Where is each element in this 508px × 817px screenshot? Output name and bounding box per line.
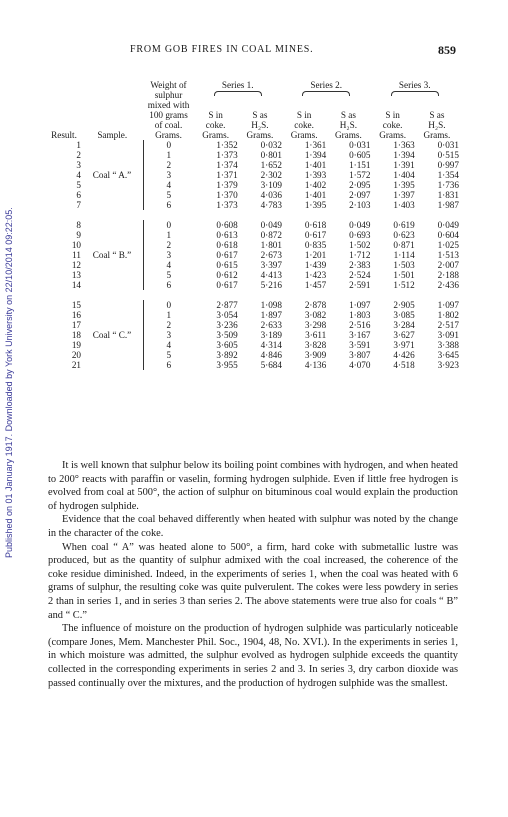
s-as-h2s-value: 1·502 (349, 240, 371, 250)
s-as-h2s-value: 2·633 (260, 320, 282, 330)
s-in-coke-value: 3·909 (304, 350, 327, 360)
table-row (47, 220, 459, 230)
sulphur-weight: 0 (144, 220, 194, 230)
s-as-h2s-value: 1·736 (437, 180, 459, 190)
s-in-coke-value: 1·423 (304, 270, 327, 280)
result-header: Result. (51, 130, 77, 140)
paragraph: It is well known that sulphur below its boiling point combines with hydrogen, and when heated to 200° reacts with paraffin or vaselin, forming hydrogen sulphide. Even if little free hydrogen is evolved from coal at 500°, the action of sulphur on bituminous coal would explain the production of hydrogen sulphide. (48, 460, 458, 512)
series-1-header: Series 1. (194, 80, 283, 101)
s-as-h2s-value: 1·025 (437, 240, 459, 250)
s-in-coke-value: 1·393 (304, 170, 327, 180)
s-as-h2s-value: 3·189 (260, 330, 282, 340)
s-in-coke-value: 1·403 (393, 200, 415, 210)
result-number: 17 (71, 320, 81, 330)
s-in-coke-value: 3·611 (305, 330, 327, 340)
result-number: 14 (71, 280, 81, 290)
s-in-coke-value: 3·298 (304, 320, 327, 330)
table-row (47, 300, 459, 310)
sulphur-weight: 3 (144, 250, 194, 260)
s-as-h2s-value: 3·167 (349, 330, 371, 340)
s-in-coke-value: 3·955 (216, 360, 238, 370)
s-in-coke-value: 0·871 (393, 240, 415, 250)
table-row (47, 140, 459, 150)
body-text (48, 459, 458, 690)
s-in-coke-value: 0·613 (216, 230, 238, 240)
sulphur-weight: 0 (144, 300, 194, 310)
s-as-h2s-value: 4·314 (260, 340, 282, 350)
s-as-h2s-value: 0·872 (260, 230, 282, 240)
s-in-coke-header: S in coke. Grams. (379, 110, 407, 140)
page-header (70, 44, 456, 60)
s-in-coke-value: 1·373 (216, 200, 238, 210)
s-in-coke-value: 0·608 (216, 220, 238, 230)
s-in-coke-value: 1·402 (304, 180, 327, 190)
sulphur-weight: 6 (144, 200, 194, 210)
s-as-h2s-value: 0·049 (260, 220, 282, 230)
result-number: 4 (76, 170, 81, 180)
s-as-h2s-value: 1·831 (437, 190, 459, 200)
s-as-h2s-value: 1·652 (260, 160, 282, 170)
s-as-h2s-value: 1·803 (349, 310, 371, 320)
sulphur-weight: 2 (144, 240, 194, 250)
s-as-h2s-value: 1·897 (260, 310, 282, 320)
s-as-h2s-value: 4·413 (260, 270, 282, 280)
s-as-h2s-value: 2·436 (437, 280, 459, 290)
result-number: 19 (71, 340, 81, 350)
s-as-h2s-value: 2·517 (437, 320, 459, 330)
s-as-h2s-value: 2·524 (349, 270, 371, 280)
s-as-h2s-value: 3·923 (437, 360, 459, 370)
s-in-coke-value: 1·361 (304, 140, 327, 150)
s-in-coke-value: 1·394 (304, 150, 327, 160)
s-in-coke-value: 0·618 (304, 220, 327, 230)
s-as-h2s-value: 4·036 (260, 190, 282, 200)
s-in-coke-value: 1·501 (393, 270, 415, 280)
s-in-coke-value: 1·401 (304, 190, 327, 200)
result-number: 7 (76, 200, 81, 210)
s-in-coke-value: 0·618 (216, 240, 238, 250)
s-in-coke-value: 1·404 (393, 170, 415, 180)
s-as-h2s-value: 1·572 (349, 170, 371, 180)
s-in-coke-value: 1·373 (216, 150, 238, 160)
s-as-h2s-value: 4·070 (349, 360, 371, 370)
s-in-coke-value: 4·518 (393, 360, 415, 370)
s-as-h2s-value: 2·516 (349, 320, 371, 330)
download-watermark: Published on 01 January 1917. Downloaded by York University on 22/10/2014 09:22:05. (4, 207, 14, 559)
s-in-coke-value: 1·371 (216, 170, 238, 180)
result-number: 1 (76, 140, 81, 150)
s-as-h2s-value: 0·801 (260, 150, 282, 160)
s-in-coke-value: 0·835 (304, 240, 327, 250)
s-as-h2s-value: 0·031 (437, 140, 459, 150)
s-in-coke-value: 1·401 (304, 160, 327, 170)
s-as-h2s-value: 1·712 (349, 250, 371, 260)
results-table (47, 80, 459, 370)
s-as-h2s-value: 2·097 (349, 190, 371, 200)
s-in-coke-value: 1·374 (216, 160, 238, 170)
s-in-coke-value: 2·877 (216, 300, 238, 310)
s-in-coke-value: 0·612 (216, 270, 238, 280)
s-as-h2s-header: S as H₂S. Grams. (334, 110, 362, 140)
sulphur-weight: 6 (144, 360, 194, 370)
sulphur-weight: 5 (144, 270, 194, 280)
s-as-h2s-value: 3·091 (437, 330, 459, 340)
sulphur-weight: 1 (144, 150, 194, 160)
weight-header: Weight of sulphur mixed with 100 grams of coal. Grams. (147, 80, 190, 140)
s-as-h2s-value: 3·591 (349, 340, 371, 350)
s-in-coke-value: 3·828 (304, 340, 327, 350)
s-as-h2s-value: 1·513 (437, 250, 459, 260)
sulphur-weight: 5 (144, 350, 194, 360)
sulphur-weight: 3 (144, 170, 194, 180)
s-as-h2s-value: 3·388 (437, 340, 459, 350)
s-in-coke-value: 0·617 (216, 250, 238, 260)
result-number: 5 (76, 180, 81, 190)
s-as-h2s-value: 0·049 (349, 220, 371, 230)
s-as-h2s-value: 2·673 (260, 250, 282, 260)
sulphur-weight: 6 (144, 280, 194, 290)
result-number: 12 (71, 260, 81, 270)
s-in-coke-header: S in coke. Grams. (290, 110, 318, 140)
s-in-coke-value: 1·370 (216, 190, 238, 200)
group-spacer (47, 210, 459, 220)
s-in-coke-value: 3·054 (216, 310, 238, 320)
result-number: 6 (76, 190, 81, 200)
s-as-h2s-value: 0·032 (260, 140, 282, 150)
s-in-coke-value: 0·619 (393, 220, 415, 230)
s-in-coke-value: 0·617 (304, 230, 327, 240)
s-in-coke-value: 3·971 (393, 340, 415, 350)
sulphur-weight: 0 (144, 140, 194, 150)
s-as-h2s-value: 0·515 (437, 150, 459, 160)
result-number: 20 (71, 350, 81, 360)
s-as-h2s-value: 0·049 (437, 220, 459, 230)
s-as-h2s-value: 0·604 (437, 230, 459, 240)
result-number: 8 (76, 220, 81, 230)
s-as-h2s-value: 1·801 (260, 240, 282, 250)
s-as-h2s-value: 0·031 (349, 140, 371, 150)
s-as-h2s-value: 2·095 (349, 180, 371, 190)
sulphur-weight: 1 (144, 230, 194, 240)
sulphur-weight: 4 (144, 180, 194, 190)
s-as-h2s-value: 1·987 (437, 200, 459, 210)
s-in-coke-value: 1·352 (216, 140, 238, 150)
sulphur-weight: 1 (144, 310, 194, 320)
s-in-coke-value: 1·457 (304, 280, 327, 290)
result-number: 18 (71, 330, 81, 340)
s-as-h2s-value: 1·097 (349, 300, 371, 310)
s-as-h2s-value: 1·098 (260, 300, 282, 310)
s-in-coke-value: 3·892 (216, 350, 238, 360)
s-as-h2s-value: 4·783 (260, 200, 282, 210)
s-as-h2s-header: S as H₂S. Grams. (246, 110, 274, 140)
s-in-coke-value: 2·878 (304, 300, 327, 310)
s-in-coke-value: 2·905 (393, 300, 415, 310)
s-in-coke-header: S in coke. Grams. (202, 110, 230, 140)
result-number: 11 (72, 250, 81, 260)
s-as-h2s-value: 1·097 (437, 300, 459, 310)
sample-label: Coal “ C.” (92, 330, 132, 340)
result-number: 13 (71, 270, 81, 280)
s-as-h2s-value: 4·846 (260, 350, 282, 360)
s-as-h2s-value: 1·354 (437, 170, 459, 180)
series-2-header: Series 2. (282, 80, 371, 101)
sample-label: Coal “ A.” (92, 170, 132, 180)
s-in-coke-value: 1·394 (393, 150, 415, 160)
sample-label: Coal “ B.” (92, 250, 132, 260)
s-as-h2s-value: 3·807 (349, 350, 371, 360)
s-in-coke-value: 4·426 (393, 350, 415, 360)
s-in-coke-value: 0·615 (216, 260, 238, 270)
s-in-coke-value: 1·397 (393, 190, 415, 200)
result-number: 10 (71, 240, 81, 250)
s-in-coke-value: 0·623 (393, 230, 415, 240)
s-in-coke-value: 1·201 (304, 250, 327, 260)
s-as-h2s-value: 2·302 (260, 170, 282, 180)
s-in-coke-value: 1·395 (304, 200, 327, 210)
table-body (47, 140, 459, 370)
s-as-h2s-value: 1·802 (437, 310, 459, 320)
s-as-h2s-value: 3·109 (260, 180, 282, 190)
sulphur-weight: 2 (144, 160, 194, 170)
s-as-h2s-value: 2·188 (437, 270, 459, 280)
s-as-h2s-value: 2·007 (437, 260, 459, 270)
s-in-coke-value: 3·284 (393, 320, 415, 330)
s-in-coke-value: 3·085 (393, 310, 415, 320)
s-as-h2s-value: 0·605 (349, 150, 371, 160)
paragraph: When coal “ A” was heated alone to 500°, a firm, hard coke with submetallic lustre was produced, but as the quantity of sulphur admixed with the coal increased, the coherence of the coke residue diminished. Indeed, in the experiments of series 1, when the coal was heated with 6 grams of sulphur, the resulting coke was quite pulverulent. The cokes were less powdery in series 2 than in series 1, and in series 3 than series 2. The above statements were true also for coals “ B” and “ C.” (48, 541, 458, 621)
s-in-coke-value: 4·136 (304, 360, 327, 370)
sample-header: Sample. (97, 130, 128, 140)
paragraph: The influence of moisture on the production of hydrogen sulphide was particularly noticeable (compare Jones, Mem. Manchester Phil. Soc., 1904, 48, No. XVI.). In the experiments in series 1, in which moisture was admitted, the sulphur evolved as hydrogen sulphide exceeds the quantity collected in the corresponding experiments in series 2 and 3. In series 3, dry carbon dioxide was passed continually over the mixtures, and the production of hydrogen sulphide was the smallest. (48, 623, 458, 689)
s-as-h2s-value: 5·684 (260, 360, 282, 370)
s-in-coke-value: 3·627 (393, 330, 415, 340)
s-as-h2s-value: 3·397 (260, 260, 282, 270)
result-number: 16 (71, 310, 81, 320)
s-in-coke-value: 3·605 (216, 340, 238, 350)
s-in-coke-value: 3·082 (304, 310, 327, 320)
s-in-coke-value: 1·503 (393, 260, 415, 270)
result-number: 9 (76, 230, 81, 240)
s-as-h2s-value: 2·591 (349, 280, 371, 290)
group-spacer (47, 290, 459, 300)
s-in-coke-value: 0·617 (216, 280, 238, 290)
series-3-header: Series 3. (371, 80, 460, 101)
s-in-coke-value: 1·395 (393, 180, 415, 190)
s-in-coke-value: 3·236 (216, 320, 238, 330)
s-in-coke-value: 3·509 (216, 330, 238, 340)
s-in-coke-value: 1·114 (393, 250, 415, 260)
result-number: 15 (71, 300, 81, 310)
sulphur-weight: 4 (144, 260, 194, 270)
result-number: 21 (71, 360, 81, 370)
s-as-h2s-value: 0·693 (349, 230, 371, 240)
s-as-h2s-value: 5·216 (260, 280, 282, 290)
s-as-h2s-header: S as H₂S. Grams. (423, 110, 451, 140)
sulphur-weight: 2 (144, 320, 194, 330)
running-title: FROM GOB FIRES IN COAL MINES. (130, 44, 314, 55)
s-in-coke-value: 1·363 (393, 140, 415, 150)
s-as-h2s-value: 2·383 (349, 260, 371, 270)
s-in-coke-value: 1·439 (304, 260, 327, 270)
result-number: 3 (76, 160, 81, 170)
s-in-coke-value: 1·379 (216, 180, 238, 190)
s-as-h2s-value: 1·151 (349, 160, 371, 170)
s-in-coke-value: 1·391 (393, 160, 415, 170)
sulphur-weight: 3 (144, 330, 194, 340)
result-number: 2 (76, 150, 81, 160)
sulphur-weight: 4 (144, 340, 194, 350)
s-in-coke-value: 1·512 (393, 280, 415, 290)
s-as-h2s-value: 2·103 (349, 200, 371, 210)
page-number: 859 (438, 43, 456, 57)
s-as-h2s-value: 3·645 (437, 350, 459, 360)
paragraph: Evidence that the coal behaved differently when heated with sulphur was noted by the change in the character of the coke. (48, 514, 458, 539)
s-as-h2s-value: 0·997 (437, 160, 459, 170)
sulphur-weight: 5 (144, 190, 194, 200)
